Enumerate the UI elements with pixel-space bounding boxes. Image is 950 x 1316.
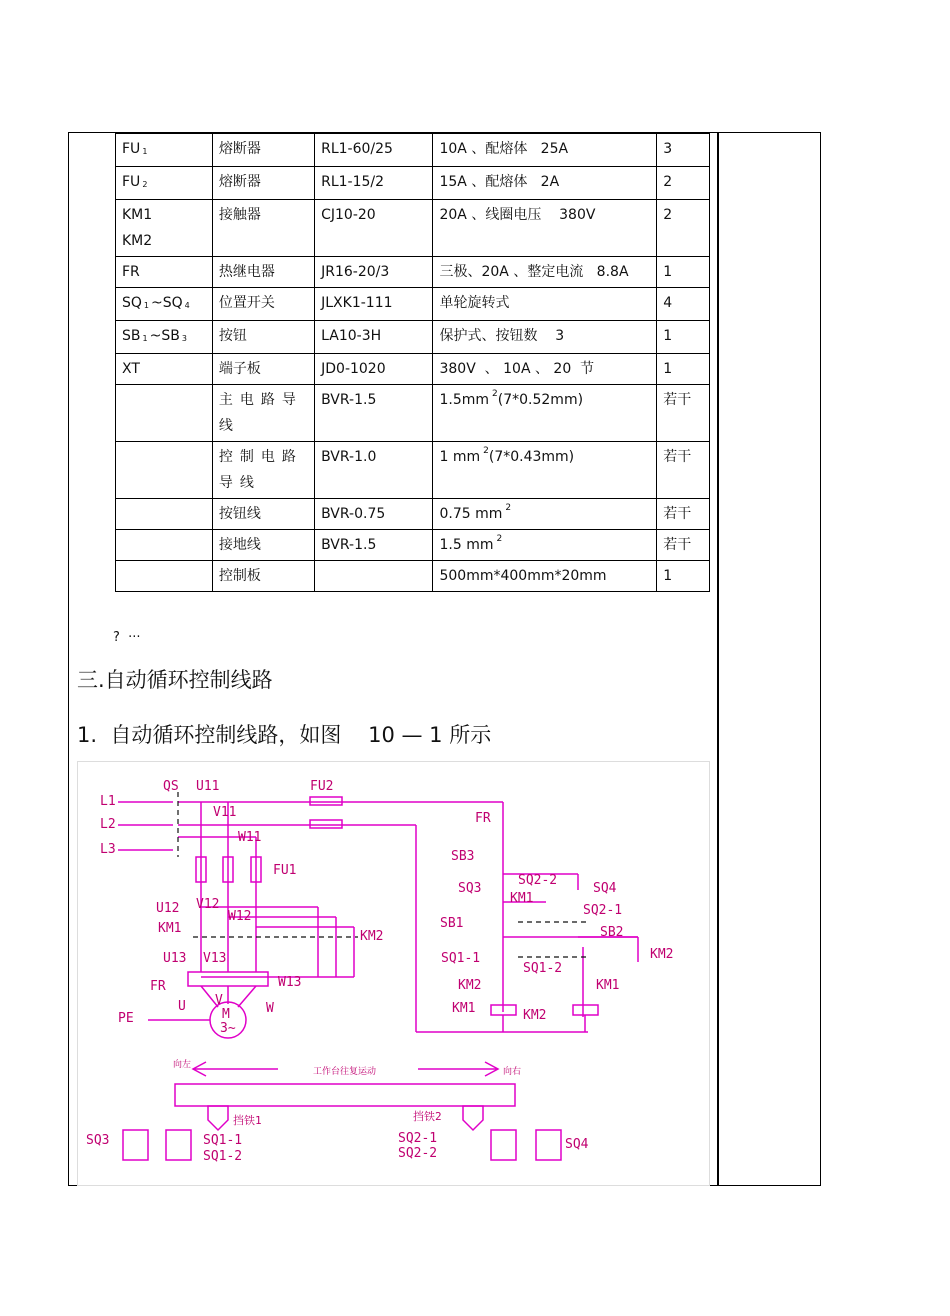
label-qs: QS: [163, 779, 179, 794]
label-sb2: SB2: [600, 925, 624, 940]
coil-km2: [573, 1005, 598, 1015]
cell-code: FR: [116, 257, 213, 288]
label-fr-contact: FR: [475, 811, 491, 826]
label-sq3-bottom: SQ3: [86, 1133, 110, 1148]
cell-spec: 保护式、按钮数 3: [433, 321, 657, 354]
cell-code: FU $_1$: [116, 134, 213, 167]
cell-model: BVR-1.5: [315, 385, 433, 442]
label-fr: FR: [150, 979, 166, 994]
label-w12: W12: [228, 909, 252, 924]
cell-qty: 2: [657, 167, 710, 200]
table-row: [116, 167, 710, 200]
wires: [118, 797, 638, 1160]
cell-code: KM1 KM2: [116, 200, 213, 257]
limit-switch-sq3: [123, 1130, 148, 1160]
label-km2-coil: KM2: [523, 1008, 547, 1023]
cell-code: [116, 442, 213, 499]
label-km2-contact: KM2: [650, 947, 674, 962]
cell-code: SQ $_1$ ~SQ $_4$: [116, 288, 213, 321]
cell-code: [116, 530, 213, 561]
cell-qty: 1: [657, 561, 710, 592]
label-u12: U12: [156, 901, 180, 916]
cell-model: BVR-1.5: [315, 530, 433, 561]
label-v12: V12: [196, 897, 220, 912]
cell-qty: 若干: [657, 385, 710, 442]
label-km1-interlock: KM1: [596, 978, 620, 993]
cell-name: 接地线: [212, 530, 314, 561]
circuit-svg: [78, 762, 709, 1185]
label-fu1: FU1: [273, 863, 297, 878]
cell-qty: 2: [657, 200, 710, 257]
table-row: [116, 200, 710, 257]
label-right: 向右: [503, 1067, 522, 1077]
cell-code: XT: [116, 354, 213, 385]
label-m: M: [222, 1007, 230, 1022]
cell-spec: 1.5mm $^2$(7*0.52mm): [433, 385, 657, 442]
table-row: [116, 385, 710, 442]
cell-code: [116, 561, 213, 592]
cell-model: JLXK1-111: [315, 288, 433, 321]
fuse-fu2-b: [310, 820, 342, 828]
circuit-diagram: [77, 761, 710, 1186]
limit-switch-sq2: [491, 1130, 516, 1160]
stop-block-1: [208, 1106, 228, 1130]
cell-spec: 20A 、线圈电压 380V: [433, 200, 657, 257]
worktable: [175, 1084, 515, 1106]
cell-spec: 三极、20A 、整定电流 8.8A: [433, 257, 657, 288]
label-u13: U13: [163, 951, 187, 966]
label-sq1-1-bottom: SQ1-1: [203, 1133, 243, 1148]
cell-code: [116, 385, 213, 442]
cell-model: LA10-3H: [315, 321, 433, 354]
cell-qty: 若干: [657, 499, 710, 530]
label-fu2: FU2: [310, 779, 334, 794]
limit-switch-sq1: [166, 1130, 191, 1160]
label-sq4-bottom: SQ4: [565, 1137, 589, 1152]
table-row: [116, 134, 710, 167]
cell-model: RL1-60/25: [315, 134, 433, 167]
cell-qty: 3: [657, 134, 710, 167]
label-v: V: [215, 993, 223, 1008]
limit-switch-sq4: [536, 1130, 561, 1160]
cell-spec: 15A 、配熔体 2A: [433, 167, 657, 200]
stop-block-2: [463, 1106, 483, 1130]
cell-name: 接触器: [212, 200, 314, 257]
cell-spec: 10A 、配熔体 25A: [433, 134, 657, 167]
table-row: [116, 530, 710, 561]
cell-qty: 1: [657, 257, 710, 288]
cell-name: 熔断器: [212, 167, 314, 200]
label-block2: 挡铁2: [413, 1110, 442, 1123]
label-sq1-2-bottom: SQ1-2: [203, 1149, 243, 1164]
label-pe: PE: [118, 1011, 134, 1026]
label-l3: L3: [100, 842, 116, 857]
cell-model: RL1-15/2: [315, 167, 433, 200]
label-m3: 3~: [220, 1021, 236, 1036]
cell-name: 控制板: [212, 561, 314, 592]
label-sq1-1: SQ1-1: [441, 951, 481, 966]
cell-model: BVR-1.0: [315, 442, 433, 499]
label-km1-contact: KM1: [510, 891, 534, 906]
label-u11: U11: [196, 779, 220, 794]
cell-name: 按钮线: [212, 499, 314, 530]
label-u: U: [178, 999, 186, 1014]
cell-model: [315, 561, 433, 592]
label-sq2-2-bottom: SQ2-2: [398, 1146, 438, 1161]
cell-name: 熔断器: [212, 134, 314, 167]
parts-table: [115, 133, 710, 592]
frame-divider: [717, 132, 719, 1186]
cell-model: CJ10-20: [315, 200, 433, 257]
cell-spec: 380V 、 10A 、 20 节: [433, 354, 657, 385]
label-sq4: SQ4: [593, 881, 617, 896]
label-km1: KM1: [158, 921, 182, 936]
cell-spec: 单轮旋转式: [433, 288, 657, 321]
cell-code: [116, 499, 213, 530]
label-block1: 挡铁1: [233, 1114, 262, 1127]
table-row: [116, 354, 710, 385]
label-l1: L1: [100, 794, 116, 809]
label-w13: W13: [278, 975, 302, 990]
cell-qty: 若干: [657, 442, 710, 499]
table-row: [116, 442, 710, 499]
label-sb1: SB1: [440, 916, 464, 931]
table-row: [116, 257, 710, 288]
cell-name: 控制电路导线: [212, 442, 314, 499]
label-km1-coil: KM1: [452, 1001, 476, 1016]
table-row: [116, 288, 710, 321]
cell-name: 按钮: [212, 321, 314, 354]
cell-model: BVR-0.75: [315, 499, 433, 530]
label-w11: W11: [238, 830, 262, 845]
cell-name: 端子板: [212, 354, 314, 385]
cell-model: JR16-20/3: [315, 257, 433, 288]
fr-box: [188, 972, 268, 986]
cell-spec: 1.5 mm $^2$: [433, 530, 657, 561]
label-w: W: [266, 1001, 274, 1016]
cell-model: JD0-1020: [315, 354, 433, 385]
cell-qty: 4: [657, 288, 710, 321]
table-row: [116, 321, 710, 354]
label-sq3: SQ3: [458, 881, 482, 896]
cell-name: 位置开关: [212, 288, 314, 321]
section-heading: 三.自动循环控制线路: [77, 668, 273, 692]
label-km2: KM2: [360, 929, 384, 944]
fuse-fu2-a: [310, 797, 342, 805]
table-row: [116, 561, 710, 592]
label-sq2-1: SQ2-1: [583, 903, 623, 918]
label-sq1-2: SQ1-2: [523, 961, 563, 976]
label-track: 工作台往复运动: [313, 1067, 377, 1077]
cell-spec: 500mm*400mm*20mm: [433, 561, 657, 592]
placeholder-mark: ? ···: [113, 630, 141, 645]
cell-name: 热继电器: [212, 257, 314, 288]
cell-qty: 1: [657, 321, 710, 354]
label-l2: L2: [100, 817, 116, 832]
cell-name: 主电路导线: [212, 385, 314, 442]
wire-motor-w: [238, 986, 256, 1007]
figure-caption: 1. 自动循环控制线路，如图 10 — 1 所示: [77, 723, 492, 747]
table-row: [116, 499, 710, 530]
label-v11: V11: [213, 805, 237, 820]
cell-spec: 1 mm $^2$(7*0.43mm): [433, 442, 657, 499]
label-left: 向左: [173, 1060, 192, 1070]
cell-qty: 1: [657, 354, 710, 385]
label-sq2-2: SQ2-2: [518, 873, 558, 888]
cell-code: SB $_1$ ~SB $_3$: [116, 321, 213, 354]
label-sq2-1-bottom: SQ2-1: [398, 1131, 438, 1146]
cell-code: FU $_2$: [116, 167, 213, 200]
label-v13: V13: [203, 951, 227, 966]
label-km2-interlock: KM2: [458, 978, 482, 993]
cell-spec: 0.75 mm $^2$: [433, 499, 657, 530]
label-sb3: SB3: [451, 849, 475, 864]
cell-qty: 若干: [657, 530, 710, 561]
